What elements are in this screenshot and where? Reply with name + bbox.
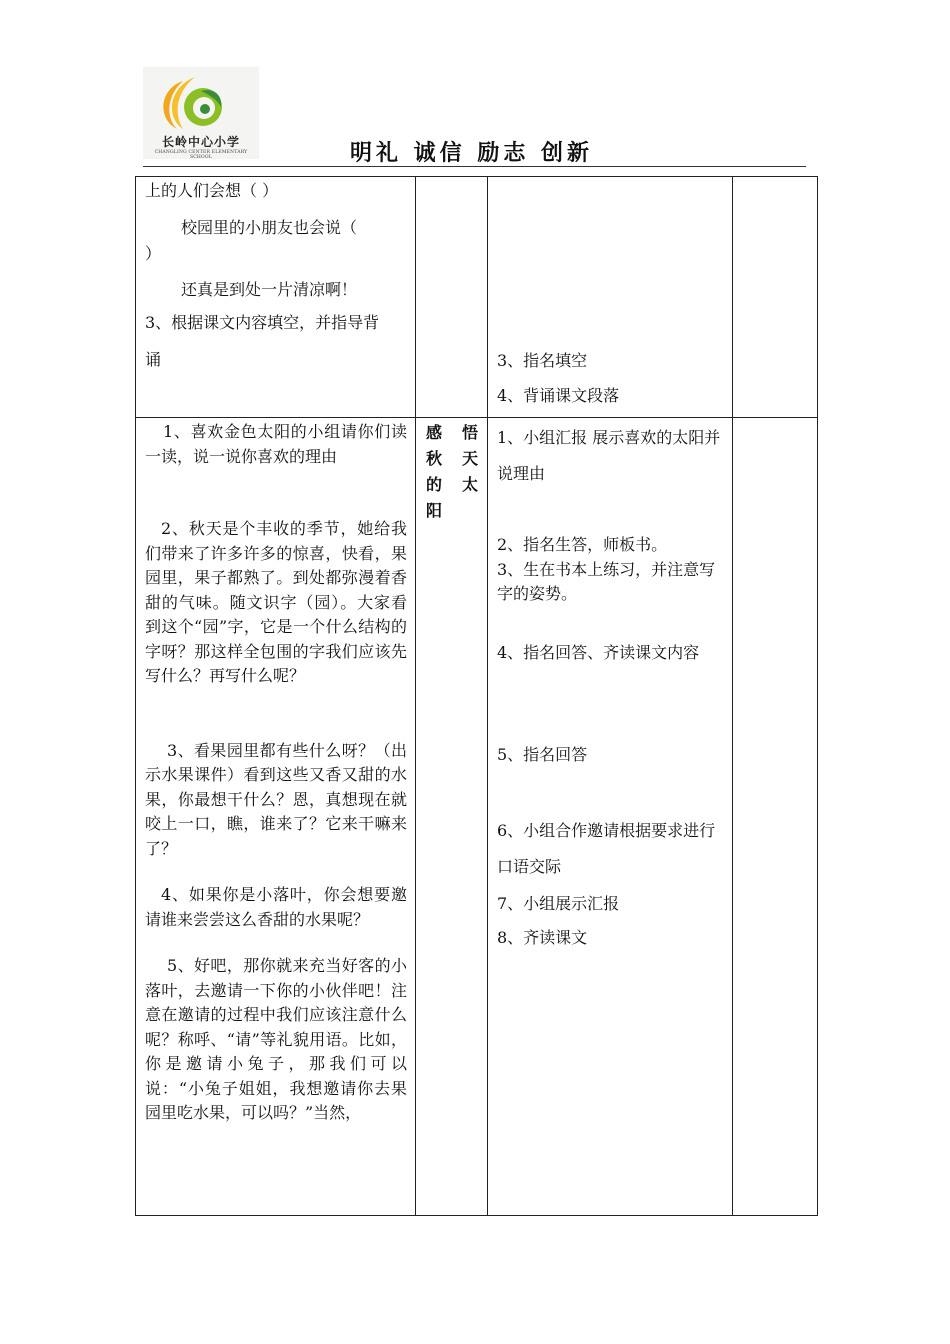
student-item: 6、小组合作邀请根据要求进行口语交际 (497, 820, 716, 876)
text-line: 还真是到处一片清凉啊！ (181, 280, 358, 299)
column-divider (732, 176, 733, 1216)
row-divider (135, 417, 818, 418)
text-line: 4、背诵课文段落 (497, 386, 620, 405)
column-divider (415, 176, 416, 1216)
paragraph: 4、如果你是小落叶，你会想要邀请谁来尝尝这么香甜的水果呢？ (145, 885, 407, 929)
lesson-plan-table (135, 176, 818, 1216)
column-divider (135, 176, 136, 1216)
school-name-en: CHANGLING CENTER ELEMENTARY SCHOOL (154, 150, 248, 160)
table-border-bottom (135, 1215, 818, 1216)
school-name: 长岭中心小学 (161, 135, 240, 149)
section-char: 秋 (425, 449, 442, 468)
section-char: 感 (425, 423, 442, 442)
paragraph: 1、喜欢金色太阳的小组请你们读一读，说一说你喜欢的理由 (145, 422, 407, 466)
text-line: 校园里的小朋友也会说（ (181, 218, 358, 237)
row1-student-cell (497, 348, 729, 409)
text-line: 3、根据课文内容填空，并指导背 (145, 313, 380, 332)
text-line: 上的人们会想（ ） (145, 181, 279, 200)
paragraph: 3、看果园里都有些什么呀？（出示水果课件）看到这些又香又甜的水果，你最想干什么？恩，真想现在就咬上一口，瞧，谁来了？它来干嘛来了？ (145, 740, 407, 858)
text-line: 诵 (145, 350, 162, 369)
student-item: 4、指名回答、齐读课文内容 (497, 642, 700, 662)
row2-student-cell (497, 420, 729, 955)
student-item: 2、指名生答，师板书。 (497, 535, 668, 554)
paragraph: 2、秋天是个丰收的季节，她给我们带来了许多许多的惊喜，快看，果园里，果子都熟了。到处都弥漫着香甜的气味。随文识字（园）。大家看到这个“园”字，它是一个什么结构的字呀？那这样全包围的字我们应该先写什么？再写什么呢？ (145, 519, 407, 685)
row1-teacher-cell (145, 178, 407, 373)
section-char: 阳 (425, 501, 442, 520)
school-motto: 明礼 诚信 励志 创新 (350, 141, 593, 166)
student-item: 3、生在书本上练习，并注意写字的姿势。 (497, 559, 716, 603)
row2-teacher-cell (145, 420, 407, 1126)
student-item: 5、指名回答 (497, 745, 588, 764)
column-divider (487, 176, 488, 1216)
section-char: 的 (425, 475, 442, 494)
section-char: 天 (461, 449, 478, 468)
student-item: 1、小组汇报 展示喜欢的太阳并说理由 (497, 428, 721, 483)
text-line: 3、指名填空 (497, 351, 588, 370)
student-item: 7、小组展示汇报 (497, 893, 620, 913)
section-title-col1 (424, 420, 444, 524)
student-item: 8、齐读课文 (497, 927, 588, 947)
section-char: 悟 (461, 423, 478, 442)
table-border-top (135, 176, 818, 177)
column-divider (817, 176, 818, 1216)
section-char: 太 (461, 475, 478, 494)
header-divider (143, 166, 806, 167)
text-line: ） (145, 244, 162, 263)
section-title-col2 (460, 420, 480, 498)
paragraph: 5、好吧，那你就来充当好客的小落叶，去邀请一下你的小伙伴吧！注意在邀请的过程中我们应该注意什么呢？称呼、“请”等礼貌用语。比如，你是邀请小兔子，那我们可以说：“小兔子姐姐，我想邀请你去果园里吃水果，可以吗？”当然， (145, 956, 407, 1122)
